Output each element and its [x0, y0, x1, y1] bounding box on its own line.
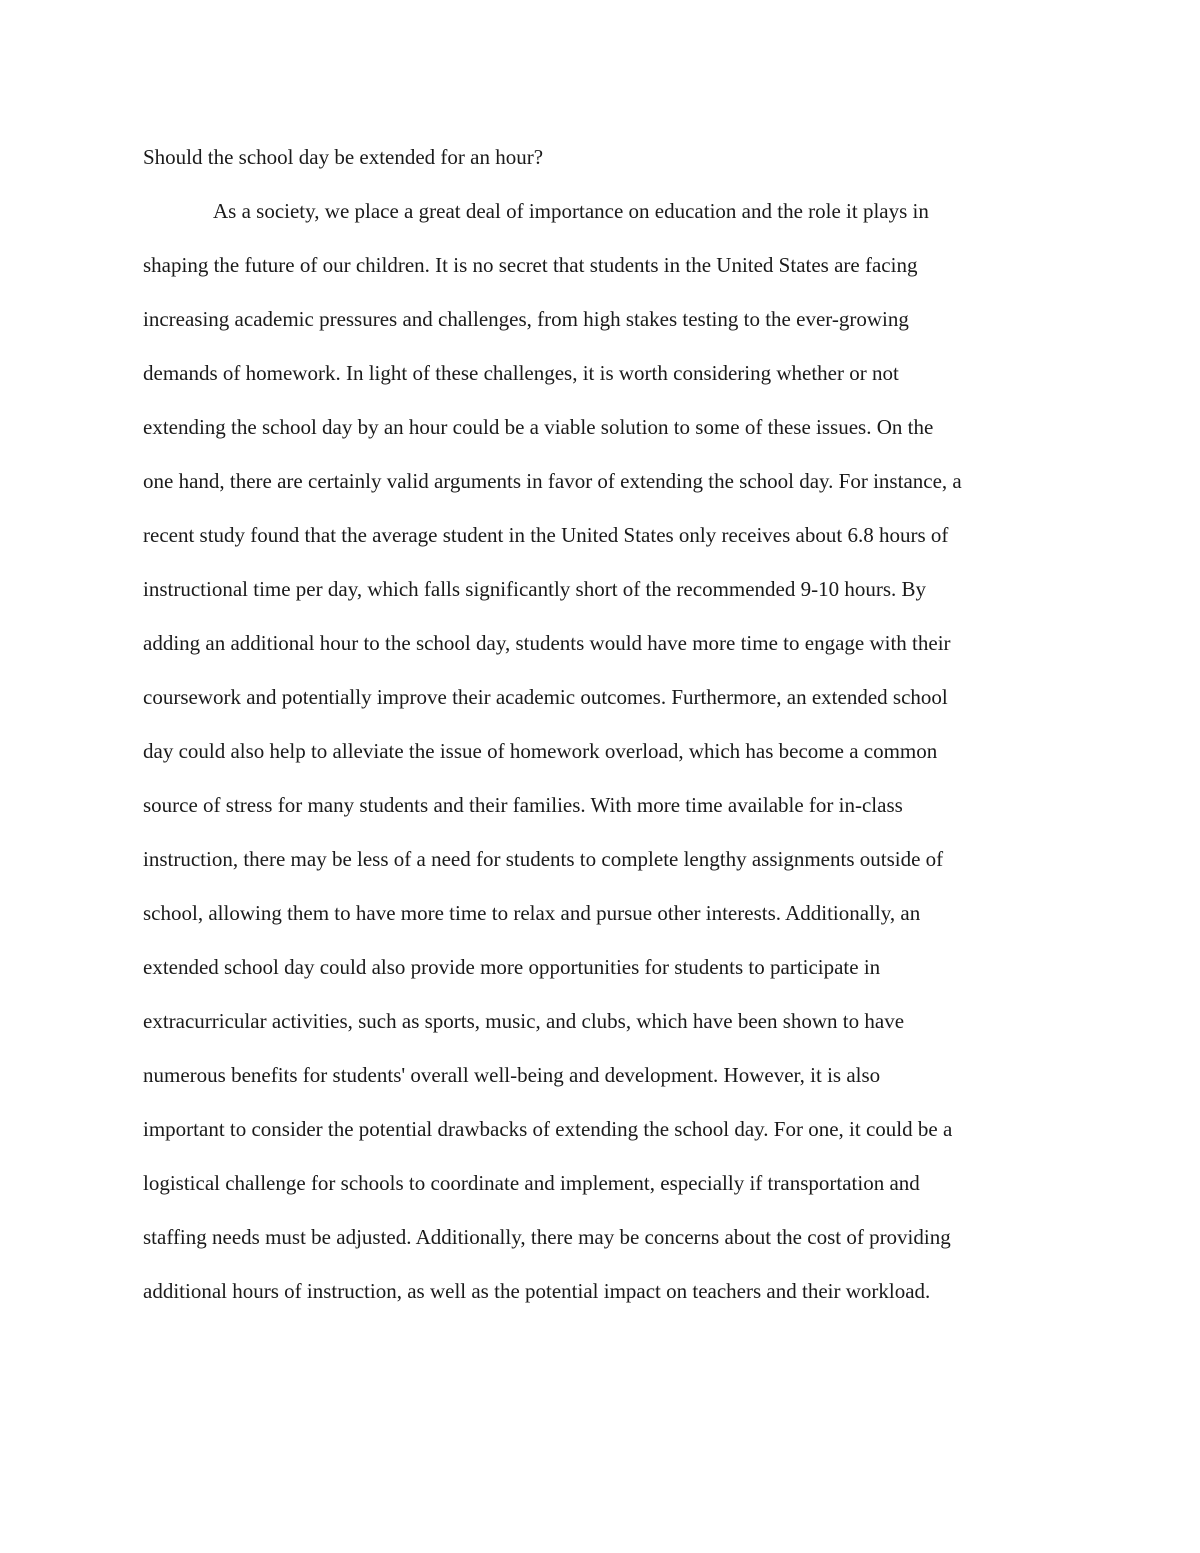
body-line: As a society, we place a great deal of importance on education and the role it plays in	[213, 199, 929, 223]
body-line: source of stress for many students and their families. With more time available for in-class	[143, 793, 903, 817]
body-line: staffing needs must be adjusted. Additionally, there may be concerns about the cost of providing	[143, 1225, 951, 1249]
body-line: instructional time per day, which falls significantly short of the recommended 9-10 hours. By	[143, 577, 927, 601]
body-line: day could also help to alleviate the issue of homework overload, which has become a common	[143, 739, 938, 763]
body-line: additional hours of instruction, as well as the potential impact on teachers and their workload.	[143, 1279, 931, 1303]
body-line: coursework and potentially improve their academic outcomes. Furthermore, an extended school	[143, 685, 948, 709]
body-line: extending the school day by an hour could be a viable solution to some of these issues. On the	[143, 415, 934, 439]
body-line: increasing academic pressures and challenges, from high stakes testing to the ever-growing	[143, 307, 909, 331]
body-line: school, allowing them to have more time to relax and pursue other interests. Additionally, an	[143, 901, 921, 925]
body-line: numerous benefits for students' overall well-being and development. However, it is also	[143, 1063, 881, 1087]
body-line: recent study found that the average student in the United States only receives about 6.8 hours of	[143, 523, 949, 547]
document-title: Should the school day be extended for an hour?	[143, 145, 544, 169]
body-line: important to consider the potential drawbacks of extending the school day. For one, it could be a	[143, 1117, 953, 1141]
body-line: logistical challenge for schools to coordinate and implement, especially if transportation and	[143, 1171, 920, 1195]
body-line: extracurricular activities, such as sports, music, and clubs, which have been shown to have	[143, 1009, 905, 1033]
body-line: extended school day could also provide more opportunities for students to participate in	[143, 955, 881, 979]
body-line: shaping the future of our children. It is no secret that students in the United States are facing	[143, 253, 918, 277]
body-line: adding an additional hour to the school day, students would have more time to engage with their	[143, 631, 951, 655]
body-line: instruction, there may be less of a need for students to complete lengthy assignments outside of	[143, 847, 944, 871]
body-line: demands of homework. In light of these challenges, it is worth considering whether or not	[143, 361, 899, 385]
body-line: one hand, there are certainly valid arguments in favor of extending the school day. For instance, a	[143, 469, 962, 493]
